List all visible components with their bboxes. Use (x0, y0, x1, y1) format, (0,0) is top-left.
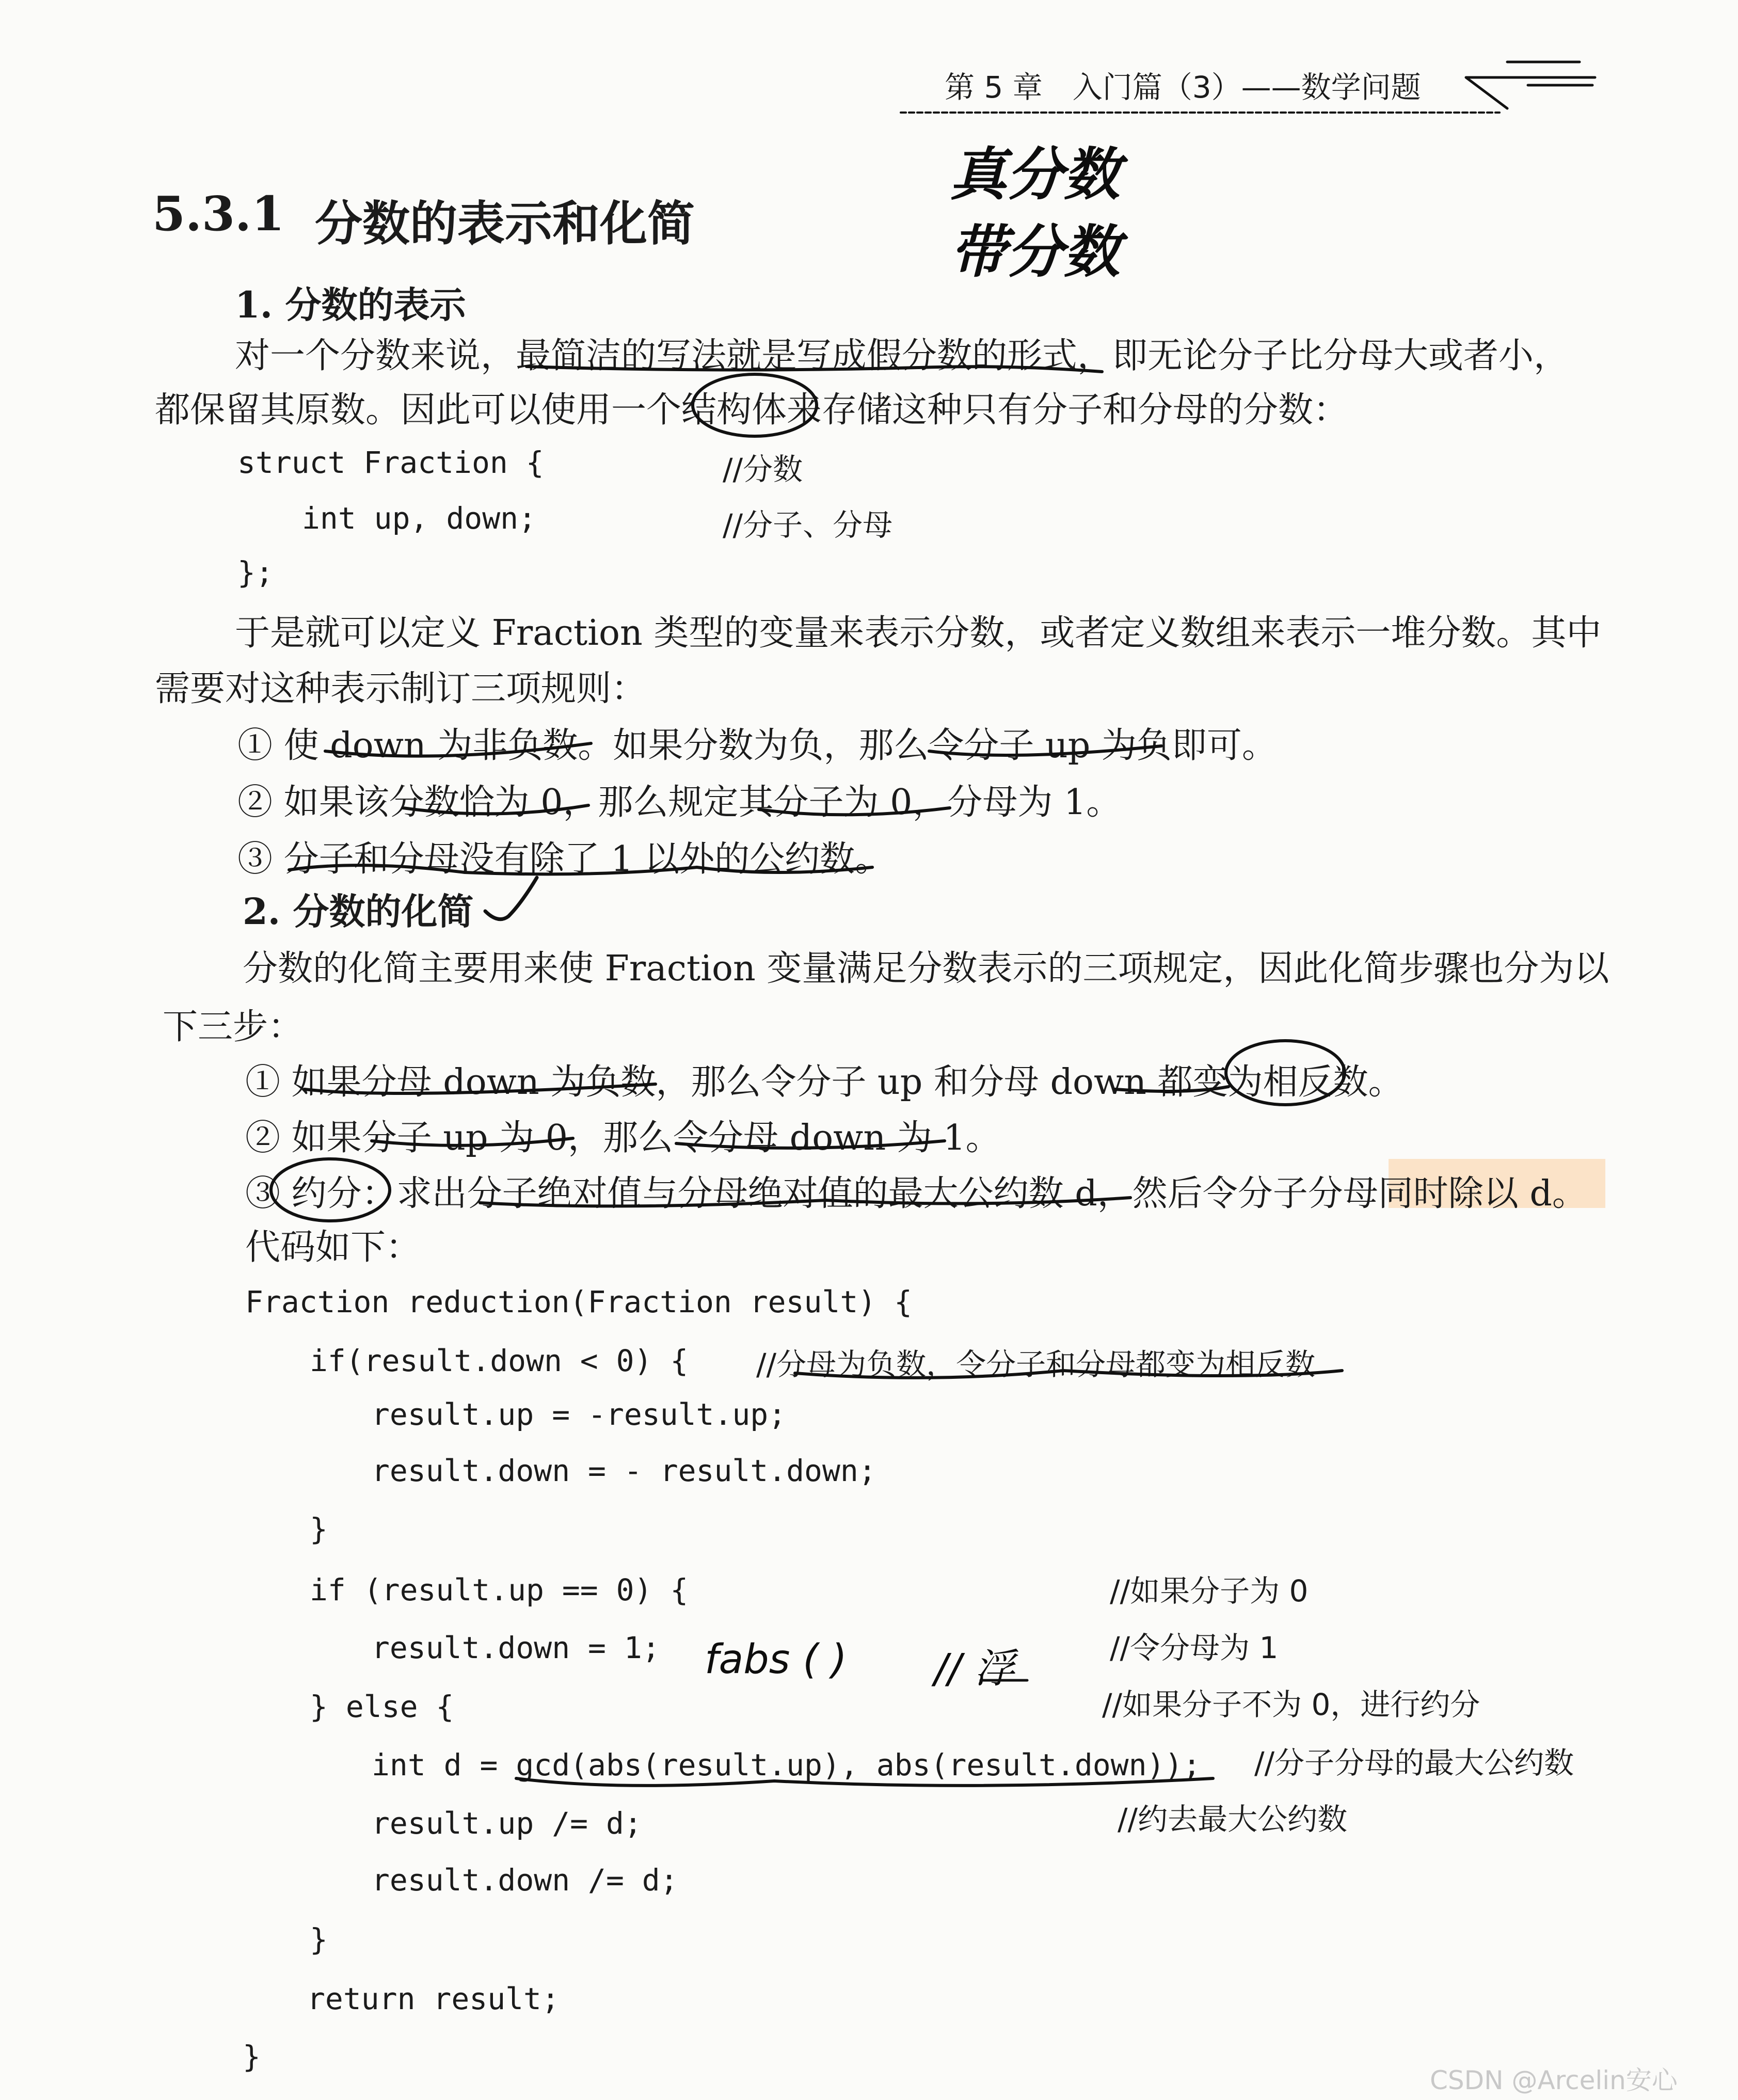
handwritten-note-fabs: fabs ( ) (705, 1636, 847, 1683)
underline-pen (305, 1084, 656, 1093)
paragraph-line: 需要对这种表示制订三项规则： (155, 669, 647, 709)
subsection-title-representation: 1. 分数的表示 (235, 283, 466, 326)
code-comment: //如果分子为 0 (1110, 1573, 1309, 1609)
code-line: if (result.up == 0) { (310, 1572, 689, 1608)
handwritten-note-proper-fraction: 真分数 (950, 141, 1120, 208)
code-comment: //令分母为 1 (1110, 1630, 1279, 1665)
code-comment: //分数 (723, 452, 803, 487)
paragraph-line: 于是就可以定义 Fraction 类型的变量来表示分数，或者定义数组来表示一堆分数。其中 (235, 613, 1602, 654)
code-line: if(result.down < 0) { (310, 1343, 689, 1378)
paragraph-line: 都保留其原数。因此可以使用一个结构体来存储这种只有分子和分母的分数： (155, 390, 1349, 431)
underline-pen (795, 1371, 1342, 1378)
code-line: return result; (307, 1981, 560, 2016)
underline-pen (759, 808, 950, 815)
code-line: int up, down; (302, 501, 536, 536)
underline-pen (1115, 1087, 1229, 1091)
rule-item: ② 如果该分数恰为 0，那么规定其分子为 0，分母为 1。 (237, 782, 1122, 823)
section-title: 分数的表示和化简 (315, 196, 695, 251)
underline-pen (929, 746, 1161, 755)
paragraph-line: 分数的化简主要用来使 Fraction 变量满足分数表示的三项规定，因此化简步骤也分为以 (243, 948, 1609, 989)
underline-pen (527, 367, 1102, 372)
code-line: result.down /= d; (372, 1863, 678, 1898)
code-line: } (243, 2039, 261, 2074)
code-line: int d = gcd(abs(result.up), abs(result.down)); (372, 1747, 1201, 1783)
code-line: result.down = - result.down; (372, 1453, 876, 1488)
subsection-title-simplification: 2. 分数的化简 (243, 890, 474, 933)
underline-pen (372, 1138, 573, 1146)
underline-pen (325, 743, 591, 756)
code-line: result.up /= d; (372, 1806, 642, 1841)
underline-pen (516, 1778, 1213, 1786)
code-intro: 代码如下： (245, 1227, 421, 1268)
code-line: struct Fraction { (237, 445, 544, 480)
code-line: } (310, 1922, 328, 1957)
code-line: } else { (310, 1689, 454, 1724)
code-line: Fraction reduction(Fraction result) { (245, 1284, 913, 1319)
code-comment: //分子分母的最大公约数 (1254, 1745, 1574, 1780)
code-comment: //如果分子不为 0，进行约分 (1102, 1687, 1480, 1722)
code-line: result.down = 1; (372, 1630, 660, 1665)
step-item: ③ 约分：求出分子绝对值与分母绝对值的最大公约数 d，然后令分子分母同时除以 d。 (245, 1173, 1587, 1214)
step-item: ① 如果分母 down 为负数，那么令分子 up 和分母 down 都变为相反数。 (245, 1062, 1404, 1103)
underline-pen (403, 805, 588, 814)
code-comment: //分母为负数，令分子和分母都变为相反数 (756, 1347, 1316, 1382)
section-number: 5.3.1 (152, 186, 285, 242)
rule-item: ③ 分子和分母没有除了 1 以外的公约数。 (237, 839, 890, 880)
code-comment: //分子、分母 (723, 507, 893, 543)
running-header: 第 5 章 入门篇（3）——数学问题 (945, 70, 1421, 105)
rule-item: ① 使 down 为非负数。如果分数为负，那么令分子 up 为负即可。 (237, 725, 1277, 766)
underline-pen (289, 865, 872, 874)
circle-pen (693, 374, 817, 436)
header-ornament (1466, 62, 1595, 108)
code-line: result.up = -result.up; (372, 1397, 787, 1432)
code-line: } (310, 1512, 328, 1547)
underline-pen (480, 1198, 1130, 1206)
step-item: ② 如果分子 up 为 0，那么令分母 down 为 1。 (245, 1118, 1001, 1158)
circle-pen (1226, 1041, 1345, 1105)
code-comment: //约去最大公约数 (1118, 1802, 1348, 1837)
checkmark-pen (485, 878, 537, 919)
paragraph-line: 对一个分数来说，最简洁的写法就是写成假分数的形式，即无论分子比分母大或者小， (235, 336, 1569, 376)
code-line: }; (237, 555, 274, 590)
handwritten-note-float: // 浮 (934, 1646, 1015, 1692)
watermark: CSDN @Arcelin安心 (1430, 2065, 1678, 2095)
paragraph-line: 下三步： (163, 1007, 304, 1047)
underline-pen (676, 1141, 945, 1148)
circle-pen (271, 1159, 390, 1221)
handwritten-note-mixed-number: 带分数 (950, 218, 1120, 285)
